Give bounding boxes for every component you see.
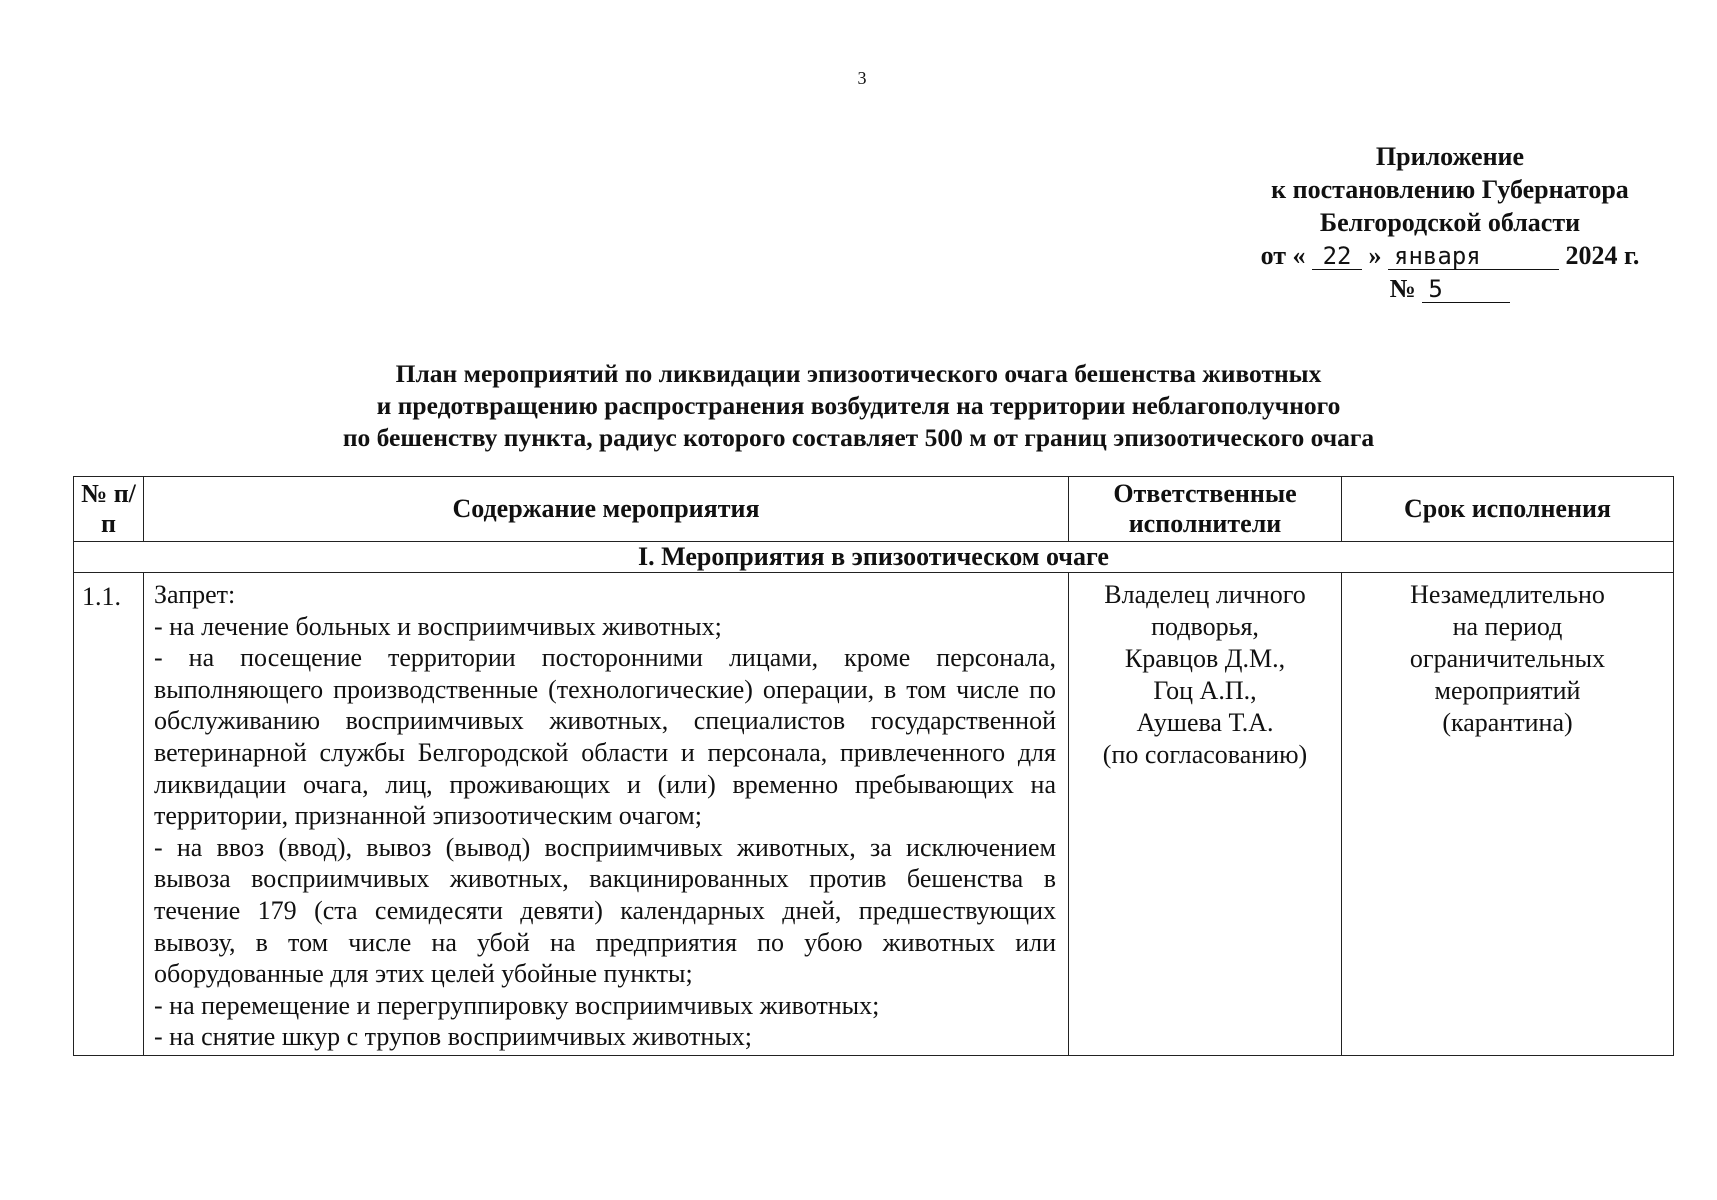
table-header-row (74, 477, 1674, 542)
date-month: января (1388, 243, 1559, 270)
content-paragraph: - на лечение больных и восприимчивых животных; (154, 611, 722, 641)
header-number: № п/п (74, 477, 144, 542)
title-line-1: План мероприятий по ликвидации эпизоотического очага бешенства животных (395, 359, 1322, 388)
appendix-number-line (1225, 272, 1675, 305)
appendix-block (1225, 140, 1675, 305)
appendix-line-decree: к постановлению Губернатора (1271, 175, 1629, 204)
page-number: 3 (857, 68, 867, 88)
section-title: I. Мероприятия в эпизоотическом очаге (74, 542, 1674, 573)
section-row (74, 542, 1674, 573)
executor-line: Кравцов Д.М., (1124, 644, 1286, 673)
executor-line: подворья, (1151, 612, 1259, 641)
date-mid: » (1368, 241, 1382, 270)
content-paragraph: - на посещение территории посторонними лицами, кроме персонала, выполняющего производственные (технологические) операции, в том числе по обслуживанию восприимчивых животных, специалистов государственной ветеринарной службы Белгородской области и персонала, привлеченного для ликвидации очага, лиц, проживающих и (или) временно пребывающих на территории, признанной эпизоотическим очагом; (154, 643, 1056, 831)
number-prefix: № (1389, 274, 1416, 303)
date-year: 2024 г. (1565, 241, 1640, 270)
measures-table (73, 476, 1674, 1056)
title-line-3: по бешенству пункта, радиус которого составляет 500 м от границ эпизоотического очага (342, 423, 1375, 452)
date-day: 22 (1312, 243, 1362, 270)
deadline-line: Незамедлительно (1410, 580, 1605, 609)
content-paragraph: Запрет: (154, 580, 236, 609)
executor-line: Гоц А.П., (1153, 676, 1257, 705)
table-row (74, 573, 1674, 1056)
date-prefix: от « (1260, 241, 1306, 270)
content-paragraph: - на ввоз (ввод), вывоз (вывод) восприимчивых животных, за исключением вывоза восприимчивых животных, вакцинированных против бешенства в течение 179 (ста семидесяти девяти) календарных дней, предшествующих вывозу, в том числе на убой на предприятия по убою животных или оборудованные для этих целей убойные пункты; (154, 832, 1056, 989)
row-number: 1.1. (74, 573, 144, 1056)
deadline-line: мероприятий (1434, 676, 1581, 705)
executor-line: Аушева Т.А. (1136, 708, 1274, 737)
header-deadline: Срок исполнения (1342, 477, 1674, 542)
appendix-line-region: Белгородской области (1319, 208, 1581, 237)
appendix-date-line (1225, 239, 1675, 272)
header-content: Содержание мероприятия (144, 477, 1069, 542)
deadline-line: (карантина) (1442, 708, 1573, 737)
row-content (144, 573, 1069, 1056)
appendix-title: Приложение (1375, 142, 1525, 171)
content-paragraph: - на снятие шкур с трупов восприимчивых животных; (154, 1022, 753, 1052)
document-title (0, 358, 1717, 454)
deadline-line: на период (1452, 612, 1563, 641)
executor-line: Владелец личного (1104, 580, 1306, 609)
decree-number: 5 (1422, 276, 1510, 303)
row-executors (1069, 573, 1342, 1056)
deadline-line: ограничительных (1409, 644, 1606, 673)
content-paragraph: - на перемещение и перегруппировку восприимчивых животных; (154, 990, 880, 1020)
executor-line: (по согласованию) (1102, 740, 1308, 769)
header-executors: Ответственные исполнители (1069, 477, 1342, 542)
row-deadline (1342, 573, 1674, 1056)
title-line-2: и предотвращению распространения возбудителя на территории неблагополучного (376, 391, 1341, 420)
